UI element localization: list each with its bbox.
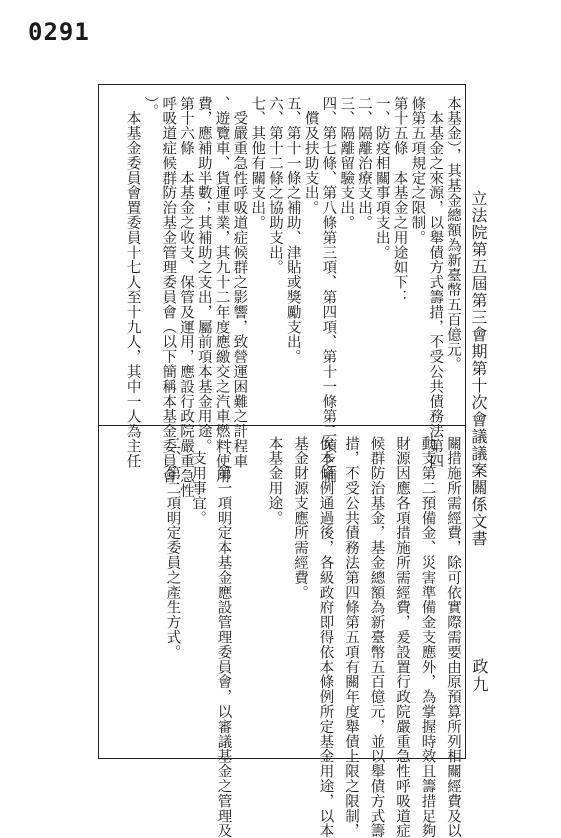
explanation-text-line: 基金財源支應所需經費。 <box>292 436 308 600</box>
article-text-line: 五、第十一條之補助、津貼或獎勵支出。 <box>284 96 301 365</box>
document-title: 立法院第五屆第三會期第十次會議議案關係文書 <box>469 190 488 547</box>
explanation-text-line: 財源因應各項措施所需經費，爰設置行政院嚴重急性呼吸道症 <box>394 436 410 838</box>
article-text-line: 三、隔離留驗支出。 <box>338 96 355 231</box>
article-text-line: 、遊覽車、貨運車業，其九十二年度應繳交之汽車燃料使用 <box>213 96 230 484</box>
article-text-line: 受嚴重急性呼吸道症候群之影響，致營運困難之計程車 <box>231 96 248 469</box>
article-text-line: 本基金委員會置委員十七人至十九人，其中一人為主任 <box>124 96 141 469</box>
section-divider <box>98 425 466 426</box>
table-right-border <box>465 84 466 758</box>
article-text-line: 六、第十二條之協助支出。 <box>267 96 283 275</box>
table-top-border <box>98 84 466 85</box>
article-text-line: 第十五條 本基金之用途如下： <box>391 96 408 305</box>
article-text-line: 費，應補助半數；其補助之支出，屬前項本基金用途。 <box>195 96 212 454</box>
explanation-text-line: 關措施所需經費，除可依實際需要由原預算所列相關經費及以 <box>445 436 461 838</box>
article-text-line: ）。 <box>142 96 159 119</box>
table-bottom-border <box>98 758 466 759</box>
article-text-line: 條第五項規定之限制。 <box>409 96 426 245</box>
explanation-text-line: 二、第二項明定委員之產生方式。 <box>164 436 181 660</box>
article-text-line: 本基金之來源，以舉債方式籌措，不受公共債務法第四 <box>427 96 444 469</box>
explanation-text-line: 候群防治基金，基金總額為新臺幣五百億元，並以舉債方式籌 <box>368 436 385 838</box>
explanation-text-line: 措，不受公共債務法第四條第五項有關年度舉債上限之限制， <box>343 436 359 838</box>
explanation-text-line: 一、第一項明定本基金應設管理委員會，以審議基金之管理及 <box>215 436 232 838</box>
explanation-text-line: 動支第二預備金、災害準備金支應外，為掌握時效且籌措足夠 <box>419 436 436 838</box>
article-text-line: 呼吸道症候群防治基金管理委員會（以下簡稱本基金委員會 <box>160 96 177 484</box>
article-text-line: 四、第七條、第八條第三項、第四項、第十一條第二項之補 <box>320 96 337 484</box>
article-text-line: 一、防疫相關事項支出。 <box>373 96 390 260</box>
explanation-text-line: 本基金用途。 <box>266 436 283 526</box>
explanation-text-line: 支用事宜。 <box>190 436 206 526</box>
article-text-line: 本基金），其基金總額為新臺幣五百億元。 <box>445 96 461 372</box>
table-left-border <box>98 84 99 758</box>
page-number: 0291 <box>28 18 90 46</box>
article-text-line: 七、其他有關支出。 <box>249 96 266 231</box>
article-text-line: 償及扶助支出。 <box>302 96 319 216</box>
article-text-line: 第十六條 本基金之收支、保管及運用，應設行政院嚴重急性 <box>178 96 194 499</box>
page-reference: 政九 <box>470 658 489 694</box>
explanation-text-line: 俟本條例通過後，各級政府即得依本條例所定基金用途，以本 <box>317 436 334 838</box>
article-text-line: 二、隔離治療支出。 <box>356 96 372 231</box>
